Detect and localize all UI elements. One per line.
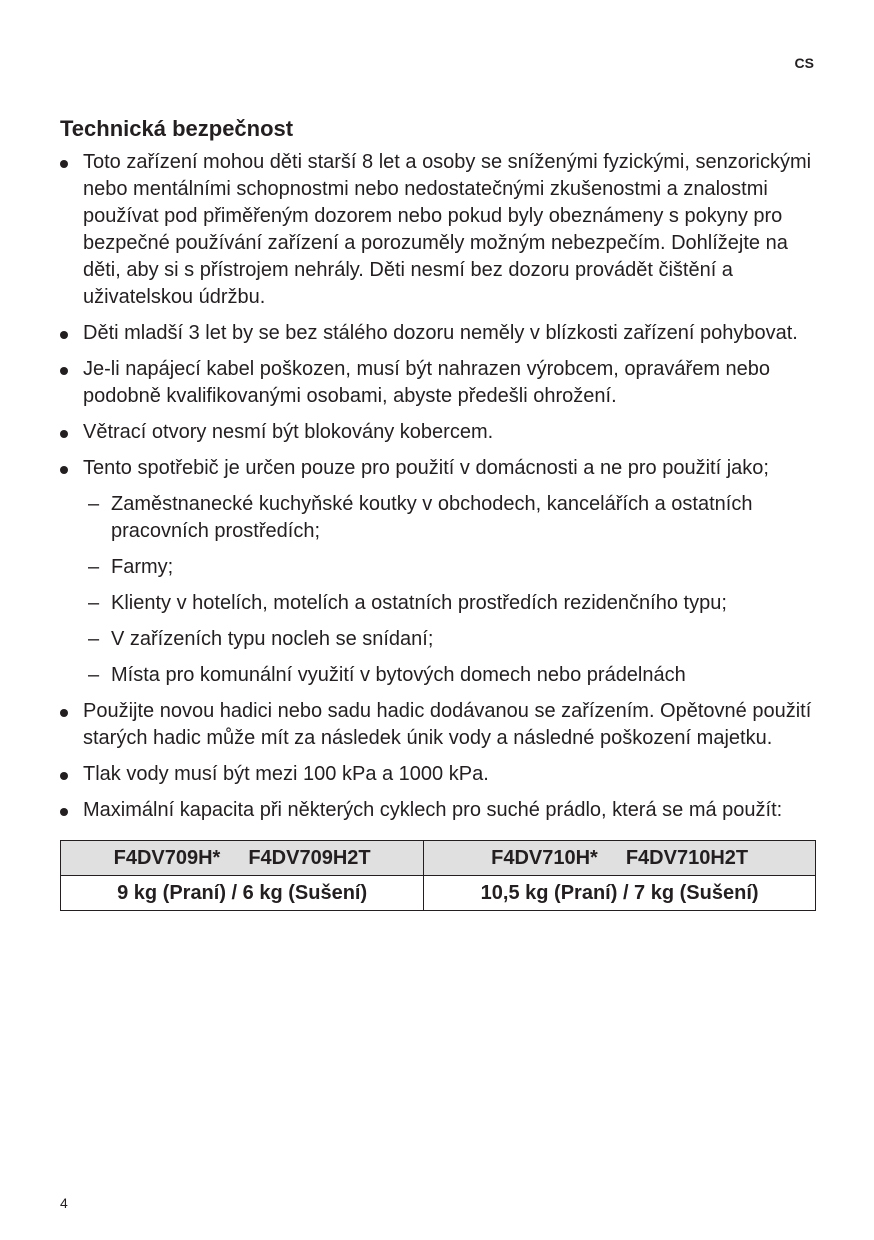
sub-list-item: [83, 590, 820, 617]
sub-list-item-text: Zaměstnanecké kuchyňské koutky v obchodech, kancelářích a ostatních pracovních prostředích;: [111, 493, 753, 542]
table-header-cell: [61, 841, 424, 876]
list-item: [60, 356, 820, 410]
list-item-text: Tento spotřebič je určen pouze pro použití v domácnosti a ne pro použití jako;: [83, 457, 769, 479]
bullet-icon: [60, 367, 68, 375]
list-item-text: Tlak vody musí být mezi 100 kPa a 1000 kPa.: [83, 763, 489, 785]
capacity-table: [60, 840, 816, 911]
model-name: F4DV710H*: [491, 846, 598, 869]
sub-list-item-text: Místa pro komunální využití v bytových domech nebo prádelnách: [111, 664, 686, 686]
dash-icon: –: [88, 628, 100, 650]
model-name: F4DV710H2T: [625, 846, 749, 869]
sub-list-item: [83, 491, 820, 545]
table-header-row: [61, 841, 816, 876]
list-item-text: Maximální kapacita při některých cyklech pro suché prádlo, která se má použít:: [83, 799, 783, 821]
bullet-icon: [60, 466, 68, 474]
sub-list-item: [83, 626, 820, 653]
bullet-icon: [60, 160, 68, 168]
table-row: [61, 876, 816, 911]
bullet-icon: [60, 772, 68, 780]
dash-icon: –: [88, 556, 100, 578]
section-title: Technická bezpečnost: [60, 116, 294, 141]
sub-list-item-text: Farmy;: [111, 556, 174, 578]
sub-list-item: [83, 554, 820, 581]
table-cell: 9 kg (Praní) / 6 kg (Sušení): [61, 876, 424, 911]
usage-exclusions-list: [83, 491, 820, 689]
list-item: [60, 419, 820, 446]
sub-list-item-text: Klienty v hotelích, motelích a ostatních prostředích rezidenčního typu;: [111, 592, 727, 614]
list-item-text: Použijte novou hadici nebo sadu hadic dodávanou se zařízením. Opětovné použití starých hadic může mít za následek únik vody a následné poškození majetku.: [83, 700, 812, 749]
list-item-text: Větrací otvory nesmí být blokovány kobercem.: [83, 421, 494, 443]
list-item-text: Děti mladší 3 let by se bez stálého dozoru neměly v blízkosti zařízení pohybovat.: [83, 322, 798, 344]
list-item: [60, 761, 820, 788]
language-code: CS: [794, 55, 814, 71]
model-name: F4DV709H*: [113, 846, 221, 869]
dash-icon: –: [88, 493, 100, 515]
bullet-icon: [60, 430, 68, 438]
model-name: F4DV709H2T: [248, 846, 371, 869]
page-number: 4: [60, 1195, 68, 1211]
list-item: [60, 320, 820, 347]
dash-icon: –: [88, 664, 100, 686]
list-item: [60, 698, 820, 752]
list-item: [60, 797, 820, 824]
main-content: [60, 115, 820, 911]
list-item-text: Je-li napájecí kabel poškozen, musí být nahrazen výrobcem, opravářem nebo podobně kvalifikovanými osobami, abyste předešli ohrožení.: [83, 358, 771, 407]
table-cell: 10,5 kg (Praní) / 7 kg (Sušení): [424, 876, 816, 911]
safety-bullet-list: [60, 149, 820, 824]
list-item: [60, 149, 820, 311]
list-item: [60, 455, 820, 689]
bullet-icon: [60, 709, 68, 717]
list-item-text: Toto zařízení mohou děti starší 8 let a osoby se sníženými fyzickými, senzorickými nebo mentálními schopnostmi nebo nedostatečnými zkušenostmi a znalostmi používat pod přiměřeným dozorem nebo pokud byly obeznámeny s pokyny pro bezpečné používání zařízení a porozuměly možným nebezpečím. Dohlížejte na děti, aby si s přístrojem nehrály. Děti nesmí bez dozoru provádět čištění a uživatelskou údržbu.: [83, 151, 812, 308]
bullet-icon: [60, 331, 68, 339]
sub-list-item: [83, 662, 820, 689]
dash-icon: –: [88, 592, 100, 614]
table-header-cell: [424, 841, 816, 876]
sub-list-item-text: V zařízeních typu nocleh se snídaní;: [111, 628, 434, 650]
bullet-icon: [60, 808, 68, 816]
